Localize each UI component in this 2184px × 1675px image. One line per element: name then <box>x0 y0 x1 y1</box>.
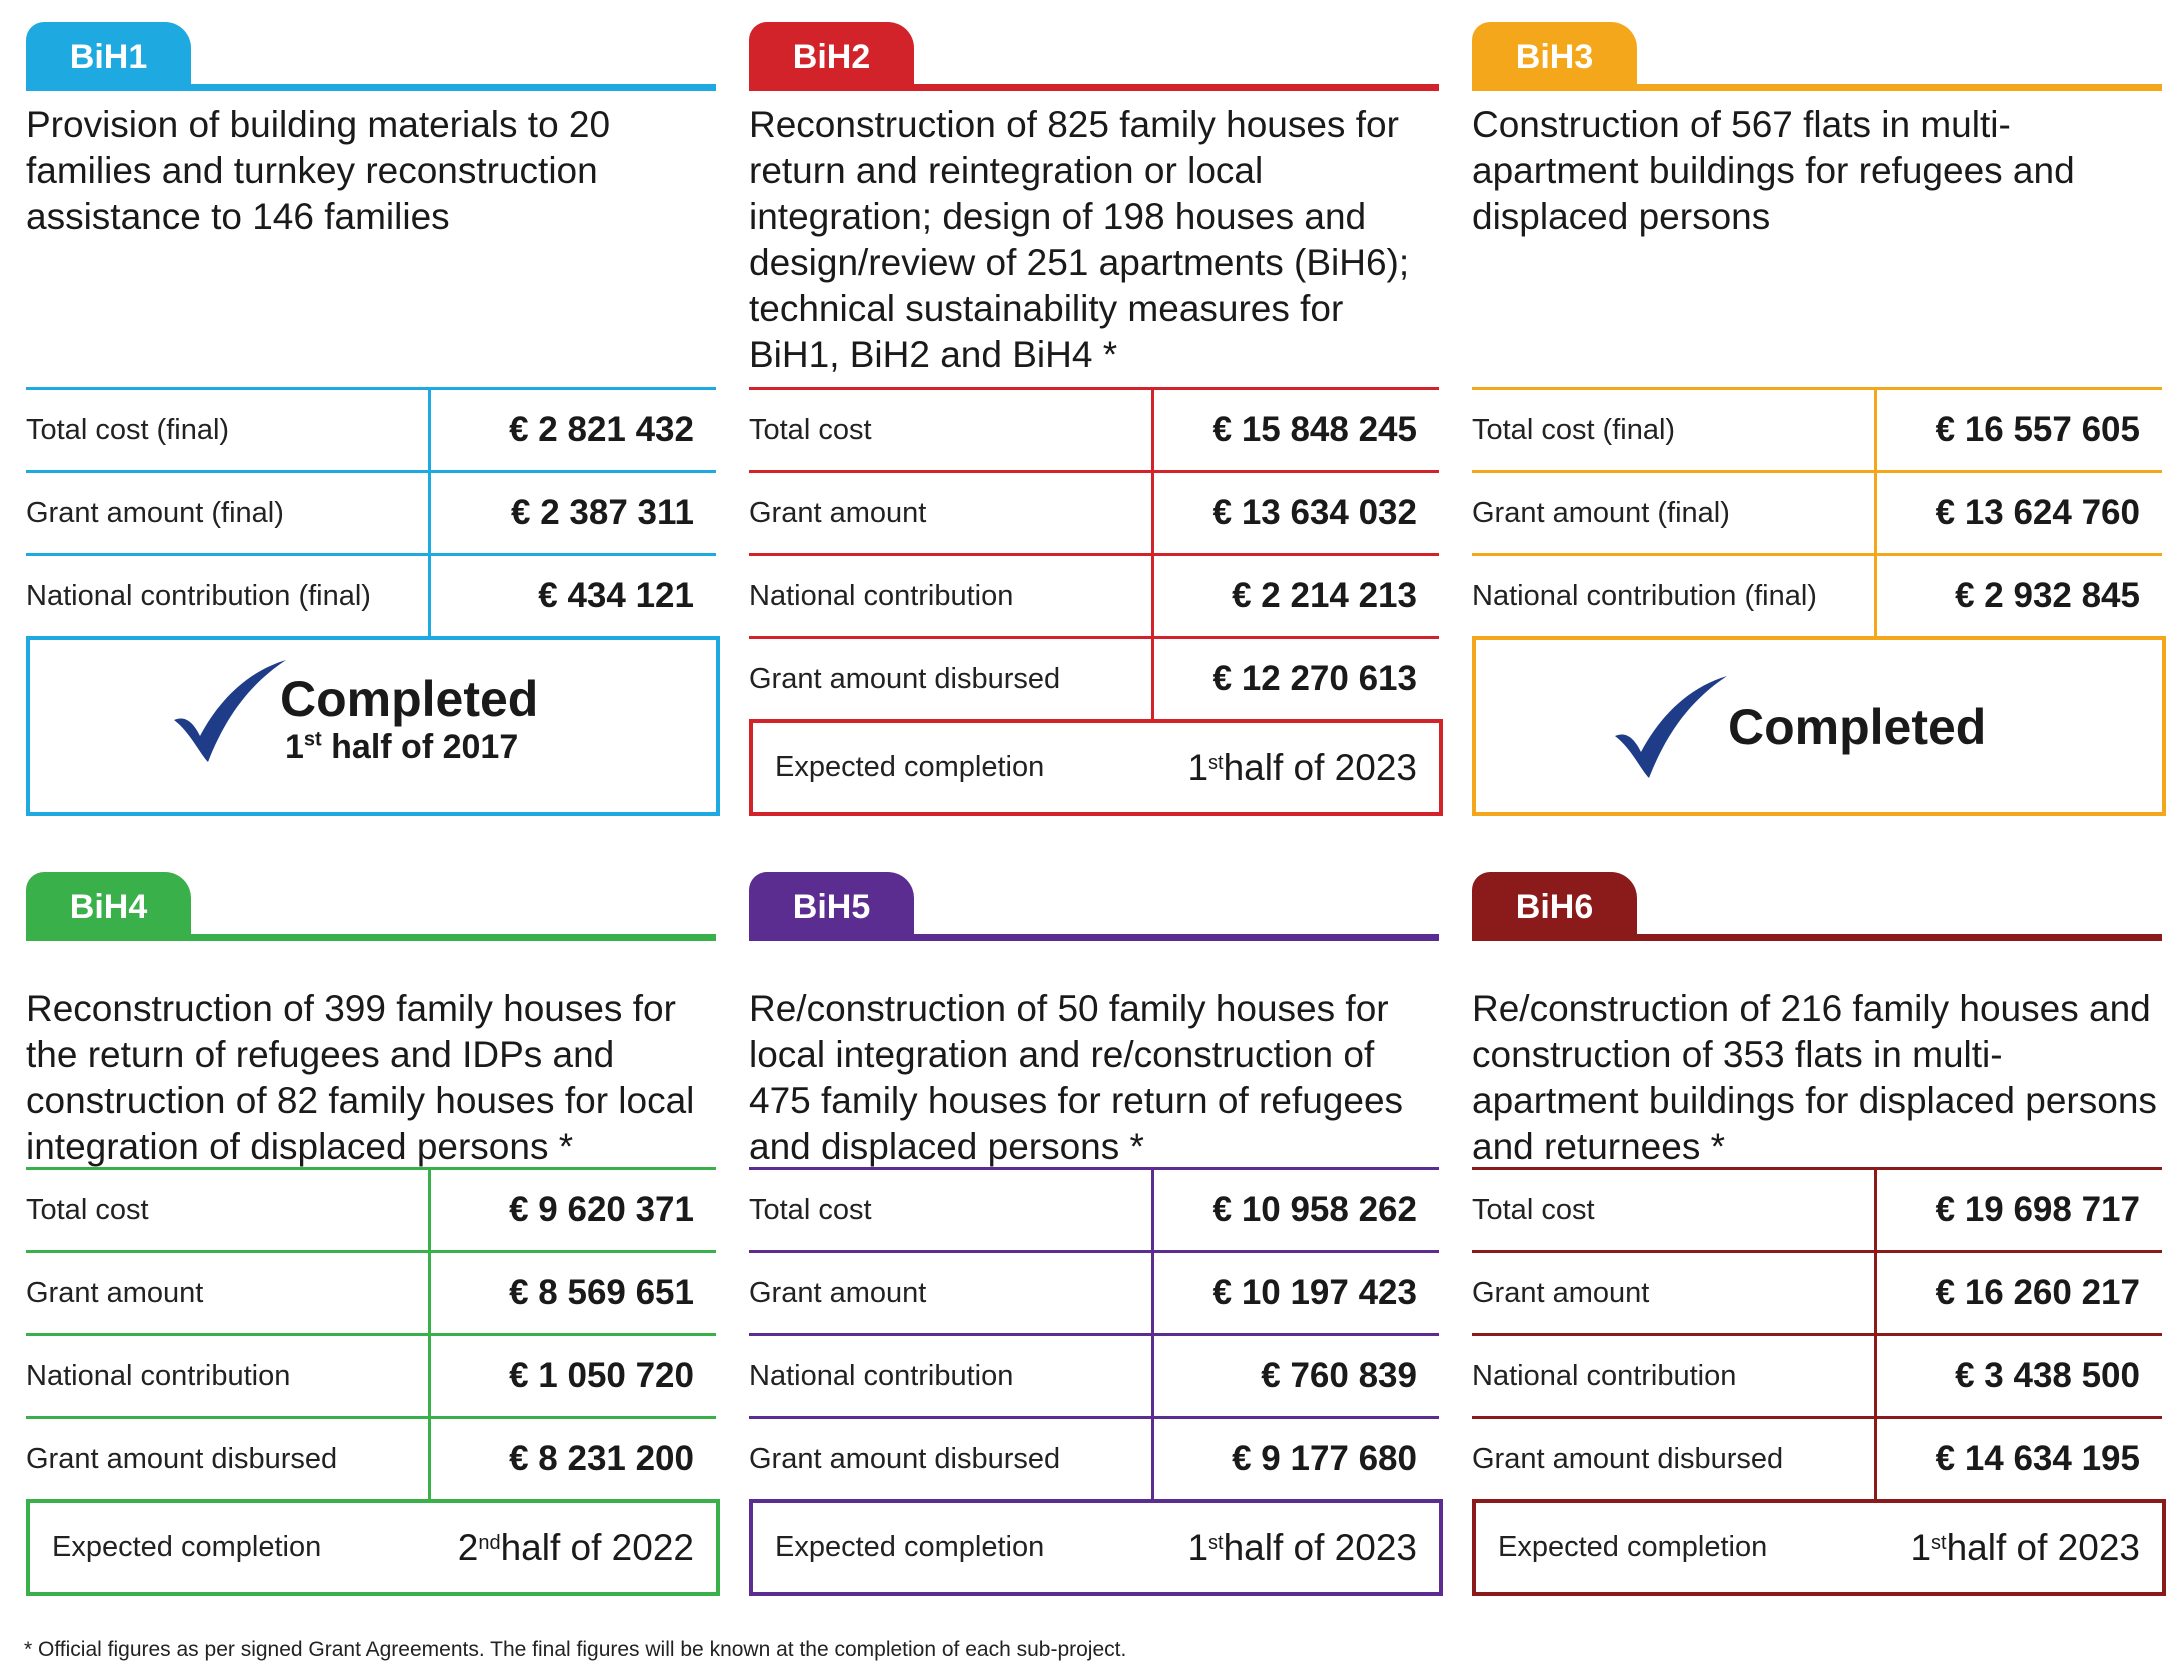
row-label: Grant amount <box>749 1276 927 1309</box>
project-description: Re/construction of 216 family houses and construction of 353 flats in multi-apartment buildings for displaced persons and returnees * <box>1472 988 2157 1167</box>
row-label: National contribution <box>749 1359 1014 1392</box>
expected-completion-date: 1 $^{st}$ half of 2023 <box>1910 1526 2140 1568</box>
row-national-contribution <box>1472 553 2162 636</box>
row-value: € 760 839 <box>1261 1356 1417 1395</box>
row-label: Grant amount <box>26 1276 204 1309</box>
row-grant-disbursed <box>26 1416 716 1499</box>
row-value: € 10 958 262 <box>1212 1190 1417 1229</box>
row-value: € 12 270 613 <box>1212 659 1417 698</box>
row-grant-amount <box>749 470 1439 553</box>
card-bih5 <box>749 872 1439 1632</box>
row-label: National contribution <box>749 579 1014 612</box>
status-title: Completed <box>1728 699 1987 755</box>
row-grant-amount <box>26 1250 716 1333</box>
row-value: € 13 634 032 <box>1212 493 1417 532</box>
row-value: € 3 438 500 <box>1955 1356 2140 1395</box>
row-value: € 2 821 432 <box>509 410 694 449</box>
tab-bih3: BiH3 <box>1472 22 1637 86</box>
row-label: Grant amount disbursed <box>749 662 1061 695</box>
row-grant-disbursed <box>749 636 1439 719</box>
tab-bih1: BiH1 <box>26 22 191 86</box>
card-bih4 <box>26 872 716 1632</box>
expected-completion-date: 1 $^{st}$ half of 2023 <box>1187 746 1417 788</box>
row-value: € 16 260 217 <box>1935 1273 2140 1312</box>
cost-table <box>1472 387 2162 636</box>
cost-table <box>26 1167 716 1499</box>
row-national-contribution <box>26 1333 716 1416</box>
expected-completion-label: Expected completion <box>1498 1531 1768 1563</box>
row-value: € 9 177 680 <box>1232 1439 1417 1478</box>
row-total-cost <box>749 1167 1439 1250</box>
tab-bih2: BiH2 <box>749 22 914 86</box>
tab-rule <box>26 934 716 941</box>
row-label: Total cost <box>1472 1193 1595 1226</box>
expected-completion-label: Expected completion <box>52 1531 322 1563</box>
project-description: Construction of 567 flats in multi-apartment buildings for refugees and displaced persons <box>1472 104 2075 237</box>
row-total-cost <box>1472 387 2162 470</box>
row-value: € 1 050 720 <box>509 1356 694 1395</box>
row-value: € 2 387 311 <box>511 493 694 532</box>
row-label: Total cost (final) <box>26 413 230 446</box>
card-bih6 <box>1472 872 2162 1632</box>
project-description: Provision of building materials to 20 families and turnkey reconstruction assistance to 146 families <box>26 104 611 237</box>
tab-bih6: BiH6 <box>1472 872 1637 936</box>
cost-table <box>749 387 1439 719</box>
project-description: Reconstruction of 825 family houses for return and reintegration or local integration; design of 198 houses and design/review of 251 apartments (BiH6); technical sustainability measures for BiH1, BiH2 and BiH4 * <box>749 104 1410 375</box>
row-value: € 15 848 245 <box>1212 410 1417 449</box>
row-label: Total cost <box>749 1193 872 1226</box>
row-grant-amount <box>1472 470 2162 553</box>
row-value: € 434 121 <box>538 576 694 615</box>
footnote: * Official figures as per signed Grant Agreements. The final figures will be known at the completion of each sub-project. <box>24 1638 1127 1661</box>
card-bih3 <box>1472 22 2162 822</box>
expected-completion-label: Expected completion <box>775 1531 1045 1563</box>
completed-box <box>1472 636 2166 816</box>
card-bih2 <box>749 22 1439 822</box>
cost-table <box>749 1167 1439 1499</box>
row-value: € 14 634 195 <box>1935 1439 2140 1478</box>
row-total-cost <box>26 1167 716 1250</box>
status-date: 1st half of 2017 <box>285 728 519 766</box>
tab-rule <box>749 934 1439 941</box>
expected-completion-date: 2 $^{nd}$ half of 2022 <box>457 1526 694 1568</box>
tab-bih4: BiH4 <box>26 872 191 936</box>
expected-completion-box <box>749 1499 1443 1596</box>
tab-rule <box>749 84 1439 91</box>
row-label: Grant amount disbursed <box>26 1442 338 1475</box>
row-value: € 16 557 605 <box>1935 410 2140 449</box>
expected-completion-box <box>26 1499 720 1596</box>
row-national-contribution <box>749 553 1439 636</box>
row-value: € 2 932 845 <box>1955 576 2140 615</box>
row-total-cost <box>749 387 1439 470</box>
row-label: Grant amount disbursed <box>749 1442 1061 1475</box>
completed-box <box>26 636 720 816</box>
row-value: € 9 620 371 <box>509 1190 694 1229</box>
row-national-contribution <box>1472 1333 2162 1416</box>
row-value: € 8 569 651 <box>509 1273 694 1312</box>
row-label: Grant amount (final) <box>26 496 284 529</box>
row-label: Grant amount <box>1472 1276 1650 1309</box>
row-label: Total cost (final) <box>1472 413 1676 446</box>
row-value: € 13 624 760 <box>1935 493 2140 532</box>
row-national-contribution <box>26 553 716 636</box>
row-grant-amount <box>1472 1250 2162 1333</box>
checkmark-icon <box>170 658 290 768</box>
row-label: National contribution <box>1472 1359 1737 1392</box>
row-grant-disbursed <box>749 1416 1439 1499</box>
tab-rule <box>1472 84 2162 91</box>
row-total-cost <box>26 387 716 470</box>
status-title: Completed <box>280 671 539 727</box>
row-grant-amount <box>26 470 716 553</box>
row-value: € 8 231 200 <box>509 1439 694 1478</box>
row-label: Grant amount disbursed <box>1472 1442 1784 1475</box>
row-grant-amount <box>749 1250 1439 1333</box>
row-label: Total cost <box>749 413 872 446</box>
project-description: Reconstruction of 399 family houses for the return of refugees and IDPs and construction of 82 family houses for local integration of displaced persons * <box>26 988 695 1167</box>
row-value: € 19 698 717 <box>1935 1190 2140 1229</box>
row-label: National contribution (final) <box>26 579 371 612</box>
expected-completion-label: Expected completion <box>775 751 1045 783</box>
row-value: € 2 214 213 <box>1232 576 1417 615</box>
row-total-cost <box>1472 1167 2162 1250</box>
row-label: National contribution <box>26 1359 291 1392</box>
row-label: National contribution (final) <box>1472 579 1817 612</box>
row-label: Grant amount <box>749 496 927 529</box>
expected-completion-box <box>1472 1499 2166 1596</box>
card-bih1 <box>26 22 716 822</box>
row-national-contribution <box>749 1333 1439 1416</box>
project-description: Re/construction of 50 family houses for local integration and re/construction of 475 family houses for return of refugees and displaced persons * <box>749 988 1404 1167</box>
expected-completion-date: 1 $^{st}$ half of 2023 <box>1187 1526 1417 1568</box>
row-label: Grant amount (final) <box>1472 496 1730 529</box>
row-label: Total cost <box>26 1193 149 1226</box>
expected-completion-box <box>749 719 1443 816</box>
checkmark-icon <box>1611 674 1731 784</box>
tab-rule <box>1472 934 2162 941</box>
cost-table <box>26 387 716 636</box>
row-value: € 10 197 423 <box>1212 1273 1417 1312</box>
row-grant-disbursed <box>1472 1416 2162 1499</box>
tab-rule <box>26 84 716 91</box>
tab-bih5: BiH5 <box>749 872 914 936</box>
cost-table <box>1472 1167 2162 1499</box>
